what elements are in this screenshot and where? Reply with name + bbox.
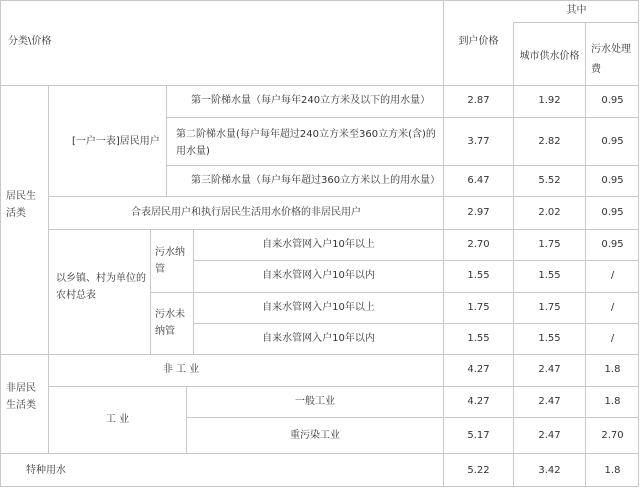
row-price: 1.55	[467, 333, 490, 344]
group-non-residential: 非居民生活类	[6, 383, 36, 411]
row-supply: 1.92	[538, 95, 561, 106]
row-price: 2.70	[467, 239, 490, 250]
row-label: 特种用水	[26, 465, 66, 476]
row-sewage: 1.8	[604, 364, 621, 375]
group-industry: 工 业	[105, 414, 130, 425]
group-sewage-connected: 污水纳管	[155, 247, 185, 275]
row-sewage: /	[610, 333, 615, 344]
header-city-water-price: 城市供水价格	[519, 51, 580, 62]
row-supply: 2.47	[538, 430, 561, 441]
row-label: 一般工业	[295, 396, 335, 407]
row-price: 1.75	[467, 302, 490, 313]
row-label: 重污染工业	[290, 430, 340, 441]
row-price: 6.47	[467, 175, 490, 186]
row-supply: 1.75	[538, 302, 561, 313]
row-supply: 1.55	[538, 333, 561, 344]
row-sewage: 0.95	[601, 136, 624, 147]
row-price: 4.27	[467, 396, 490, 407]
header-sewage-fee: 污水处理费	[591, 44, 631, 75]
row-sewage: 1.8	[604, 465, 621, 476]
row-sewage: /	[610, 270, 615, 281]
row-label: 第二阶梯水量(每户每年超过240立方米至360立方米(含)的用水量)	[176, 129, 436, 157]
row-label: 第三阶梯水量（每户每年超过360立方米以上的用水量）	[191, 175, 441, 186]
header-of-which: 其中	[566, 5, 587, 16]
row-sewage: 0.95	[601, 239, 624, 250]
row-sewage: 0.95	[601, 207, 624, 218]
header-price-to-home: 到户价格	[458, 36, 499, 47]
row-price: 5.22	[467, 465, 490, 476]
row-sewage: 0.95	[601, 95, 624, 106]
row-price: 2.97	[467, 207, 490, 218]
row-label: 自来水管网入户10年以上	[262, 239, 375, 250]
group-sewage-not-connected: 污水未纳管	[155, 309, 185, 337]
header-category-price: 分类\价格	[8, 36, 52, 47]
row-supply: 2.47	[538, 396, 561, 407]
row-supply: 2.47	[538, 364, 561, 375]
row-label: 非 工 业	[162, 364, 200, 375]
group-rural: 以乡镇、村为单位的农村总表	[56, 273, 146, 301]
row-sewage: 1.8	[604, 396, 621, 407]
row-label: 自来水管网入户10年以内	[262, 270, 375, 281]
row-price: 4.27	[467, 364, 490, 375]
row-price: 3.77	[467, 136, 490, 147]
group-residential: 居民生活类	[6, 191, 36, 219]
row-price: 5.17	[467, 430, 490, 441]
row-supply: 1.75	[538, 239, 561, 250]
row-supply: 1.55	[538, 270, 561, 281]
row-supply: 2.82	[538, 136, 561, 147]
group-single-household: [一户一表]居民用户	[72, 136, 160, 147]
row-supply: 2.02	[538, 207, 561, 218]
row-sewage: /	[610, 302, 615, 313]
row-sewage: 0.95	[601, 175, 624, 186]
row-price: 2.87	[467, 95, 490, 106]
row-label: 第一阶梯水量（每户每年240立方米及以下的用水量）	[191, 95, 431, 106]
row-supply: 5.52	[538, 175, 561, 186]
row-label: 合表居民用户和执行居民生活用水价格的非居民用户	[131, 207, 361, 218]
row-label: 自来水管网入户10年以上	[262, 302, 375, 313]
row-price: 1.55	[467, 270, 490, 281]
row-supply: 3.42	[538, 465, 561, 476]
row-sewage: 2.70	[601, 430, 624, 441]
row-label: 自来水管网入户10年以内	[262, 333, 375, 344]
